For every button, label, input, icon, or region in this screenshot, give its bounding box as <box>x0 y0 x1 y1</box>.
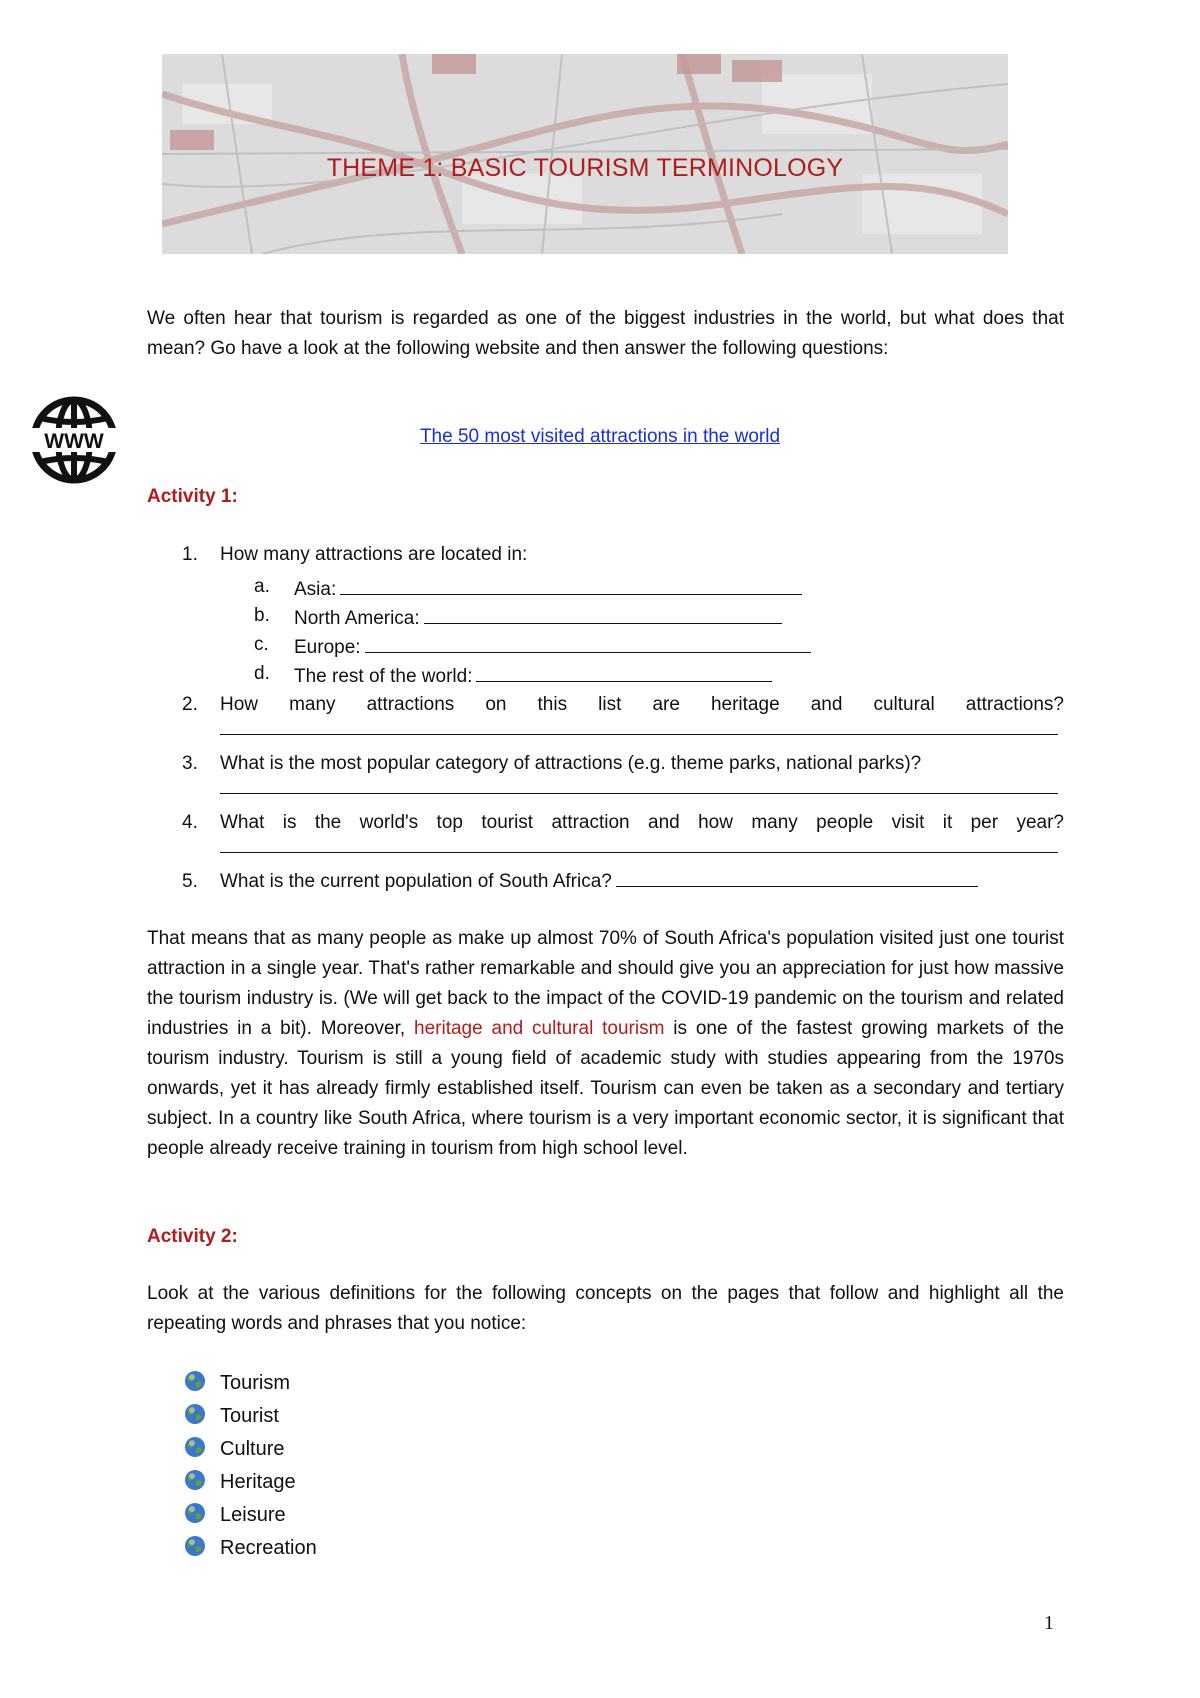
sub-text: North America: <box>294 608 420 629</box>
activity-2-instruction: Look at the various definitions for the following concepts on the pages that follow and highlight all the repeating words and phrases that you notice: <box>147 1283 1064 1334</box>
activity-2-heading: Activity 2: <box>147 1226 238 1247</box>
globe-bullet-icon <box>184 1370 206 1392</box>
question-number: 1. <box>182 544 198 565</box>
heritage-highlight: heritage and cultural tourism <box>414 1018 665 1039</box>
question-3 <box>182 749 1064 809</box>
question-number: 5. <box>182 871 198 892</box>
sub-letter: d. <box>254 663 270 684</box>
answer-line[interactable] <box>220 793 1058 794</box>
answer-line[interactable] <box>220 734 1058 735</box>
answer-line[interactable] <box>340 576 802 595</box>
body-text-part-1: That means that as many people as make up almost 70% of South Africa's population visited just one tourist attraction in a single year. That's rather remarkable and should give you an appreciation for just how massive the tourism industry is. (We will get back to the impact of the COVID-19 pandemic on the tourism and related industries in a bit). Moreover, <box>147 928 1064 1039</box>
globe-bullet-icon <box>184 1403 206 1425</box>
answer-line[interactable] <box>476 663 772 682</box>
question-text: What is the most popular category of attractions (e.g. theme parks, national parks)? <box>220 753 922 774</box>
globe-bullet-icon <box>184 1502 206 1524</box>
attractions-link-container <box>0 426 1200 448</box>
sub-letter: a. <box>254 576 270 597</box>
question-number: 2. <box>182 694 198 715</box>
globe-bullet-icon <box>184 1469 206 1491</box>
globe-bullet-icon <box>184 1436 206 1458</box>
sub-letter: c. <box>254 634 269 655</box>
question-text: How many attractions on this list are heritage and cultural attractions? <box>220 694 1064 715</box>
concept-label: Tourist <box>220 1405 279 1427</box>
question-2 <box>182 690 1064 750</box>
theme-banner <box>162 54 1008 254</box>
activity-1-heading: Activity 1: <box>147 486 238 507</box>
banner-title: THEME 1: BASIC TOURISM TERMINOLOGY <box>326 154 844 182</box>
question-4 <box>182 808 1064 868</box>
body-text-part-2: is one of the fastest growing markets of the tourism industry. Tourism is still a young field of academic study with studies appearing from the 1970s onwards, yet it has already firmly established itself. Tourism can even be taken as a secondary and tertiary subject. In a country like South Africa, where tourism is a very important economic sector, it is significant that people already receive training in tourism from high school level. <box>147 1018 1064 1159</box>
concept-label: Heritage <box>220 1471 296 1493</box>
sub-text: Asia: <box>294 579 337 600</box>
concept-label: Leisure <box>220 1504 286 1526</box>
question-text: What is the current population of South Africa? <box>220 871 612 892</box>
question-number: 4. <box>182 812 198 833</box>
body-paragraph <box>147 924 1064 1164</box>
svg-text:WWW: WWW <box>44 430 104 453</box>
attractions-link[interactable]: The 50 most visited attractions in the world <box>419 426 781 447</box>
intro-paragraph: We often hear that tourism is regarded as one of the biggest industries in the world, but what does that mean? Go have a look at the following website and then answer the following questions: <box>147 308 1064 359</box>
question-number: 3. <box>182 753 198 774</box>
answer-line[interactable] <box>616 868 978 887</box>
answer-line[interactable] <box>365 634 811 653</box>
globe-bullet-icon <box>184 1535 206 1557</box>
concept-label: Tourism <box>220 1372 291 1394</box>
answer-line[interactable] <box>424 605 782 624</box>
concept-label: Culture <box>220 1438 285 1460</box>
sub-text: Europe: <box>294 637 361 658</box>
concept-label: Recreation <box>220 1537 317 1559</box>
page-number: 1 <box>1044 1612 1054 1634</box>
question-text: How many attractions are located in: <box>220 544 528 565</box>
sub-letter: b. <box>254 605 270 626</box>
question-text: What is the world's top tourist attraction and how many people visit it per year? <box>220 812 1064 833</box>
sub-text: The rest of the world: <box>294 666 473 687</box>
answer-line[interactable] <box>220 852 1058 853</box>
